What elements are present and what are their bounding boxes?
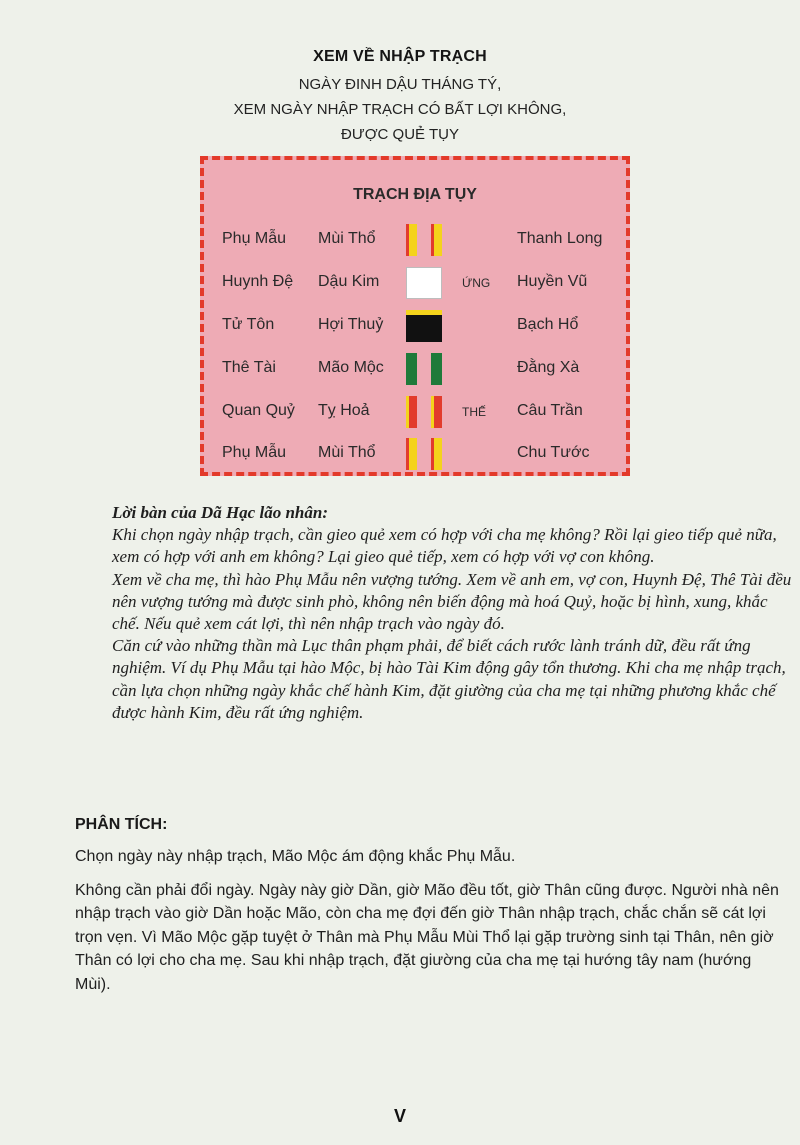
element-label: Dậu Kim [318,273,380,290]
yin-line-segment [406,438,417,470]
analysis-body [75,845,785,1006]
yin-line-segment [406,224,417,256]
subtitle-line: ĐƯỢC QUẺ TỤY [341,126,459,143]
analysis-paragraph: Không cần phải đổi ngày. Ngày này giờ Dần, giờ Mão đều tốt, giờ Thân cũng được. Người nhà nên nhập trạch vào giờ Dần hoặc Mão, còn cha mẹ đợi đến giờ Thân nhập trạch, chắc chắn sẽ cát lợi trọn vẹn. Vì Mão Mộc gặp tuyệt ở Thân mà Phụ Mẫu Mùi Thổ lại gặp trường sinh tại Thân, nên giờ Thân có lợi cho cha mẹ. Sau khi nhập trạch, đặt giường của cha mẹ tại hướng tây nam (hướng Mùi). [75,881,779,993]
commentary-heading: Lời bàn của Dã Hạc lão nhân: [112,503,328,522]
spirit-label: Đằng Xà [517,359,580,376]
commentary-paragraph: Căn cứ vào những thần mà Lục thân phạm phải, để biết cách rước lành tránh dữ, đều rất ứng nghiệm. Ví dụ Phụ Mẫu tại hào Mộc, bị hào Tài Kim động gây tổn thương. Khi cha mẹ nhập trạch, cần lựa chọn những ngày khắc chế hành Kim, đặt giường của cha mẹ tại những phương khắc chế được hành Kim, đều rất ứng nghiệm. [112,636,786,722]
subtitle-line: XEM NGÀY NHẬP TRẠCH CÓ BẤT LỢI KHÔNG, [233,101,567,118]
yin-line-segment [431,438,442,470]
hexagram-line [406,396,442,428]
element-label: Mão Mộc [318,359,384,376]
section-title: XEM VỀ NHẬP TRẠCH [313,48,487,65]
hexagram-row [204,308,626,348]
page-number: V [393,1106,406,1126]
yin-line-segment [431,353,442,385]
spirit-label: Câu Trần [517,402,583,419]
hexagram-row [204,394,626,434]
element-label: Hợi Thuỷ [318,316,384,333]
yin-line-segment [406,353,417,385]
hexagram-row [204,222,626,262]
analysis-paragraph: Chọn ngày này nhập trạch, Mão Mộc ám động khắc Phụ Mẫu. [75,848,516,865]
hexagram-line [406,267,442,299]
hexagram-box [200,156,630,476]
subtitle-line: NGÀY ĐINH DẬU THÁNG TÝ, [298,76,502,93]
line-marker: THẾ [462,405,486,419]
spirit-label: Chu Tước [517,444,590,461]
relation-label: Huynh Đệ [222,273,294,290]
commentary-paragraph: Khi chọn ngày nhập trạch, cần gieo quẻ xem có hợp với cha mẹ không? Rồi lại gieo tiếp quẻ nữa, xem có hợp với anh em không? Lại gieo quẻ tiếp, xem có hợp với vợ con không. [112,525,777,567]
hexagram-line [406,438,442,470]
relation-label: Tử Tôn [222,316,275,333]
hexagram-row [204,265,626,305]
hexagram-line [406,353,442,385]
element-label: Mùi Thổ [318,230,376,247]
spirit-label: Huyền Vũ [517,273,588,290]
hexagram-row [204,436,626,476]
element-label: Tỵ Hoả [318,402,370,419]
spirit-label: Bạch Hổ [517,316,579,333]
relation-label: Quan Quỷ [222,402,295,419]
commentary-paragraph: Xem về cha mẹ, thì hào Phụ Mẫu nên vượng tướng. Xem về anh em, vợ con, Huynh Đệ, Thê Tài đều nên vượng tướng mà được sinh phò, không nên biến động mà hoá Quỷ, hoặc bị hình, xung, khắc chế. Nếu quẻ xem cát lợi, thì nên nhập trạch vào ngày đó. [112,569,792,634]
commentary [112,502,792,724]
spirit-label: Thanh Long [517,230,603,247]
yin-line-segment [406,396,417,428]
yin-line-segment [431,224,442,256]
line-marker: ỨNG [462,276,491,290]
hexagram-line [406,224,442,256]
relation-label: Phụ Mẫu [222,444,287,461]
hexagram-title: TRẠCH ĐỊA TỤY [353,186,477,203]
hexagram-row [204,351,626,391]
yin-line-segment [431,396,442,428]
relation-label: Phụ Mẫu [222,230,287,247]
relation-label: Thê Tài [222,359,276,376]
hexagram-line [406,310,442,342]
analysis-title: PHÂN TÍCH: [75,816,168,833]
element-label: Mùi Thổ [318,444,376,461]
